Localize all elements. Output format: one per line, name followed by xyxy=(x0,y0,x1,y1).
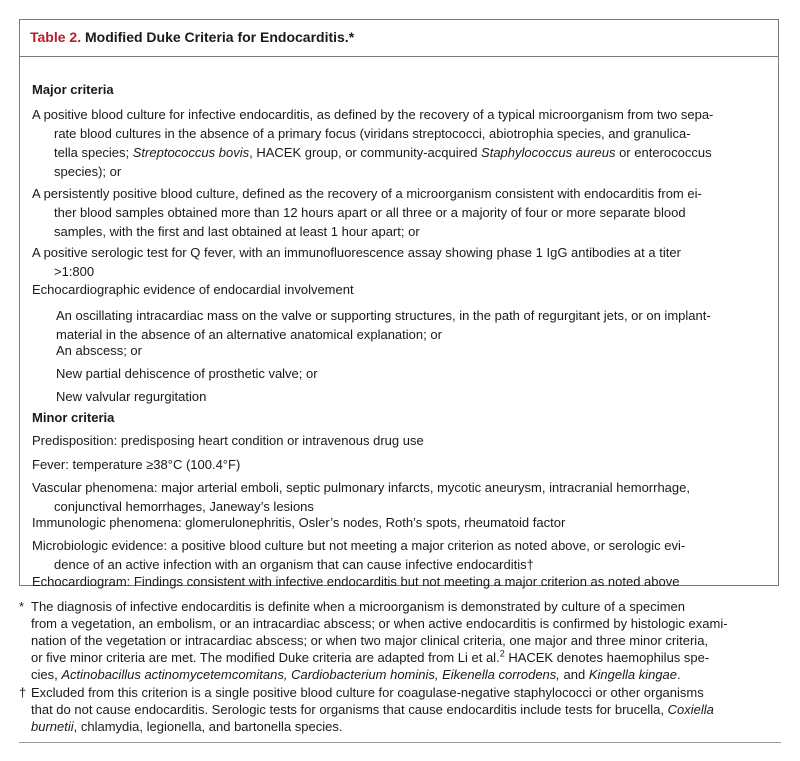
organism-name: burnetii xyxy=(31,719,74,734)
minor-criterion-microbiologic xyxy=(32,536,766,574)
footnote-asterisk: * xyxy=(19,599,25,614)
text-run: tella species; xyxy=(54,145,133,160)
text-line xyxy=(19,701,781,718)
text-run: that do not cause endocarditis. Serologic tests for organisms that cause endocarditis include tests for brucella, xyxy=(31,702,668,717)
echo-sub-oscillating-mass xyxy=(56,306,766,344)
text-run: cies, xyxy=(31,667,62,682)
text-line: A positive blood culture for infective endocarditis, as defined by the recovery of a typical microorganism from two sepa- xyxy=(32,107,714,122)
table-caption: Modified Duke Criteria for Endocarditis.* xyxy=(84,29,355,45)
minor-criterion-fever: Fever: temperature ≥38°C (100.4°F) xyxy=(32,457,241,472)
echo-sub-regurgitation: New valvular regurgitation xyxy=(56,389,207,404)
text-line xyxy=(32,143,766,162)
minor-criterion-echocardiogram: Echocardiogram: Findings consistent with infective endocarditis but not meeting a major criterion as noted above xyxy=(32,574,680,589)
organism-name: Actinobacillus actinomycetemcomitans, Cardiobacterium hominis, Eikenella corrodens, xyxy=(61,667,560,682)
reference-superscript: 2 xyxy=(499,648,505,659)
text-run: HACEK denotes haemophilus spe- xyxy=(504,650,710,665)
criteria-table xyxy=(19,19,779,589)
text-line: conjunctival hemorrhages, Janeway’s lesions xyxy=(54,499,314,514)
echo-sub-dehiscence: New partial dehiscence of prosthetic valve; or xyxy=(56,366,318,381)
text-line: Excluded from this criterion is a single positive blood culture for coagulase-negative staphylococci or other organisms xyxy=(31,685,704,700)
text-line: nation of the vegetation or intracardiac abscess; or when two major clinical criteria, one major and three minor criteria, xyxy=(31,633,709,648)
text-line: ther blood samples obtained more than 12 hours apart or all three or a majority of four or more separate blood xyxy=(54,205,686,220)
text-line xyxy=(19,718,781,735)
text-line: species); or xyxy=(54,164,122,179)
text-line: A positive serologic test for Q fever, with an immunofluorescence assay showing phase 1 IgG antibodies at a titer xyxy=(32,245,681,260)
minor-criterion-predisposition: Predisposition: predisposing heart condition or intravenous drug use xyxy=(32,433,424,448)
footnote-exclusion xyxy=(19,684,781,735)
text-run: . xyxy=(677,667,681,682)
text-line xyxy=(19,649,781,666)
major-criteria-heading: Major criteria xyxy=(32,82,114,97)
text-line: rate blood cultures in the absence of a primary focus (viridans streptococci, abiotrophia species, and granulica- xyxy=(54,126,691,141)
text-line: >1:800 xyxy=(54,264,95,279)
organism-name: Staphylococcus aureus xyxy=(481,145,616,160)
text-line: A persistently positive blood culture, defined as the recovery of a microorganism consistent with endocarditis from ei- xyxy=(32,186,702,201)
major-criterion-persistent-culture xyxy=(32,184,766,241)
text-line: samples, with the first and last obtained at least 1 hour apart; or xyxy=(54,224,420,239)
text-line: An oscillating intracardiac mass on the valve or supporting structures, in the path of regurgitant jets, or on implant- xyxy=(56,308,711,323)
minor-criterion-vascular xyxy=(32,478,766,516)
text-line: Echocardiographic evidence of endocardial involvement xyxy=(32,282,354,297)
organism-name: Kingella kingae xyxy=(588,667,678,682)
footnote-dagger: † xyxy=(19,685,27,700)
table-body xyxy=(20,58,778,589)
text-run: or five minor criteria are met. The modified Duke criteria are adapted from Li et al. xyxy=(31,650,500,665)
text-line: The diagnosis of infective endocarditis is definite when a microorganism is demonstrated by culture of a specimen xyxy=(31,599,685,614)
text-line: from a vegetation, an embolism, or an intracardiac abscess; or when active endocarditis is confirmed by histologic exami- xyxy=(31,616,728,631)
text-run: , chlamydia, legionella, and bartonella species. xyxy=(73,719,343,734)
minor-criterion-immunologic: Immunologic phenomena: glomerulonephritis, Osler’s nodes, Roth’s spots, rheumatoid factor xyxy=(32,515,566,530)
text-line: Microbiologic evidence: a positive blood culture but not meeting a major criterion as noted above, or serologic evi- xyxy=(32,538,686,553)
text-run: or enterococcus xyxy=(615,145,712,160)
echo-sub-abscess: An abscess; or xyxy=(56,343,142,358)
organism-name: Coxiella xyxy=(667,702,714,717)
text-line: material in the absence of an alternative anatomical explanation; or xyxy=(56,327,442,342)
minor-criteria-heading: Minor criteria xyxy=(32,410,115,425)
footnote-diagnosis xyxy=(19,598,781,683)
table-number: Table 2. xyxy=(30,29,82,45)
text-line: Vascular phenomena: major arterial emboli, septic pulmonary infarcts, mycotic aneurysm, intracranial hemorrhage, xyxy=(32,480,690,495)
bottom-rule xyxy=(19,742,781,743)
major-criterion-q-fever xyxy=(32,243,766,281)
text-line: dence of an active infection with an organism that can cause infective endocarditis† xyxy=(54,557,534,572)
major-criterion-blood-culture xyxy=(32,105,766,181)
text-line xyxy=(19,666,781,683)
organism-name: Streptococcus bovis xyxy=(132,145,250,160)
major-criterion-echocardiographic xyxy=(32,280,766,299)
table-title-bar xyxy=(20,20,778,57)
text-run: , HACEK group, or community-acquired xyxy=(249,145,482,160)
table-title xyxy=(30,29,354,45)
text-run: and xyxy=(559,667,589,682)
